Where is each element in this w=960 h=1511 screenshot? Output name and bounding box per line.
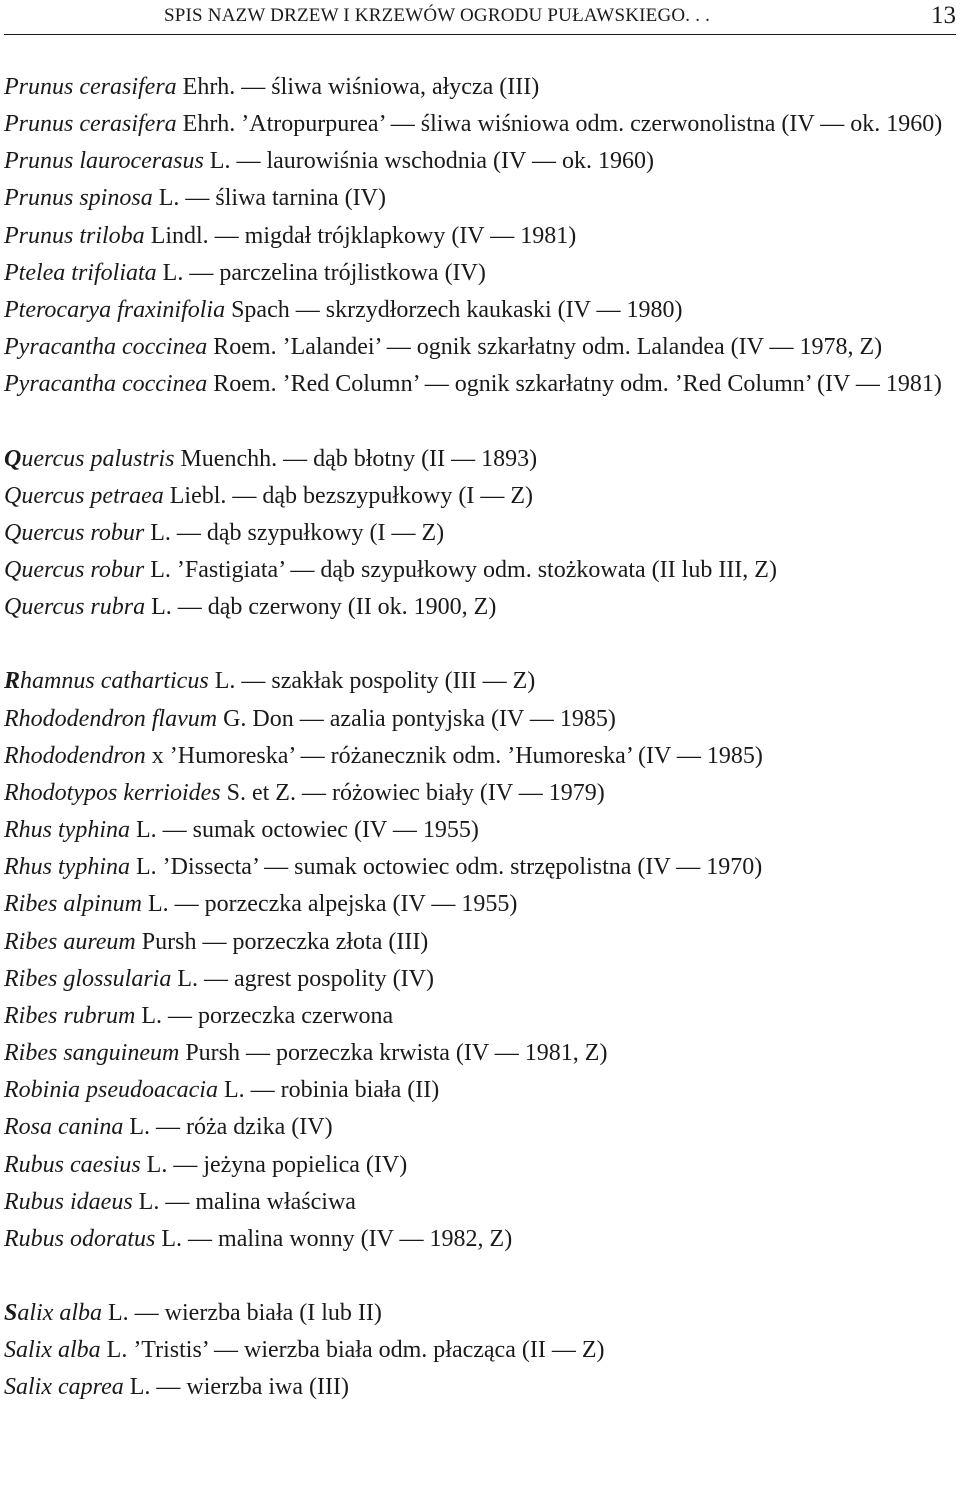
latin-name-text: Ribes sanguineum — [4, 1040, 180, 1067]
list-item — [4, 663, 956, 700]
latin-name-text: Quercus rubra — [4, 594, 146, 621]
latin-name-text: Rubus caesius — [4, 1151, 141, 1178]
latin-name-text: Quercus robur — [4, 519, 145, 546]
entry-description: L. ’Tristis’ — wierzba biała odm. płacząca (II — Z) — [100, 1337, 605, 1364]
list-item — [4, 441, 956, 478]
latin-name-text: Quercus robur — [4, 557, 145, 584]
entry-description: L. — malina wonny (IV — 1982, Z) — [155, 1225, 513, 1252]
latin-name-text: Ribes aureum — [4, 928, 136, 955]
entry-description: Liebl. — dąb bezszypułkowy (I — Z) — [163, 482, 533, 509]
latin-name-text: Pyracantha coccinea — [4, 371, 208, 398]
latin-name-text: Prunus triloba — [4, 222, 145, 249]
list-item — [4, 106, 956, 143]
header-rule — [4, 34, 956, 35]
entry-description: L. — śliwa tarnina (IV) — [152, 185, 386, 212]
entry-description: Spach — skrzydłorzech kaukaski (IV — 1980) — [225, 296, 683, 323]
latin-name-text: Rosa canina — [4, 1114, 124, 1141]
latin-name-text: Rhodotypos kerrioides — [4, 779, 221, 806]
entry-description: L. — porzeczka alpejska (IV — 1955) — [142, 891, 518, 918]
latin-name — [4, 743, 146, 769]
latin-name — [4, 1337, 101, 1363]
entry-description: L. — wierzba iwa (III) — [123, 1374, 349, 1401]
list-item — [4, 1332, 956, 1369]
entry-description: x ’Humoreska’ — różanecznik odm. ’Humoreska’ (IV — 1985) — [145, 742, 763, 769]
section-initial: S — [4, 1300, 18, 1327]
latin-name-text: Ribes alpinum — [4, 891, 142, 918]
list-item — [4, 218, 956, 255]
running-header — [0, 0, 960, 34]
latin-name-text: Ribes rubrum — [4, 1002, 136, 1029]
entry-description: Pursh — porzeczka krwista (IV — 1981, Z) — [179, 1040, 608, 1067]
latin-name — [4, 148, 204, 174]
list-item — [4, 886, 956, 923]
latin-name-text: Prunus spinosa — [4, 185, 153, 212]
latin-name — [4, 111, 177, 137]
list-item — [4, 69, 956, 106]
latin-name — [4, 706, 217, 732]
latin-name — [4, 557, 144, 583]
list-item — [4, 924, 956, 961]
latin-name-text: Prunus cerasifera — [4, 111, 177, 138]
list-item — [4, 998, 956, 1035]
latin-name-text: Rhus typhina — [4, 817, 130, 844]
latin-name — [4, 1189, 133, 1215]
entry-description: L. — dąb czerwony (II ok. 1900, Z) — [145, 594, 497, 621]
entry-description: Lindl. — migdał trójklapkowy (IV — 1981) — [144, 222, 577, 249]
list-item — [4, 849, 956, 886]
latin-name — [4, 297, 225, 323]
entry-description: Ehrh. ’Atropurpurea’ — śliwa wiśniowa odm. czerwonolistna (IV — ok. 1960) — [176, 111, 943, 138]
list-item — [4, 1184, 956, 1221]
entry-description: Pursh — porzeczka złota (III) — [135, 928, 429, 955]
list-item — [4, 143, 956, 180]
latin-name-text: Rubus idaeus — [4, 1188, 133, 1215]
entry-description: L. — sumak octowiec (IV — 1955) — [130, 817, 479, 844]
latin-name-text: uercus palustris — [21, 445, 175, 472]
entry-description: L. — dąb szypułkowy (I — Z) — [144, 519, 445, 546]
latin-name — [4, 929, 136, 955]
list-item — [4, 738, 956, 775]
latin-name — [4, 1374, 124, 1400]
entry-description: L. ’Dissecta’ — sumak octowiec odm. strzępolistna (IV — 1970) — [130, 854, 763, 881]
latin-name-text: Rubus odoratus — [4, 1225, 156, 1252]
list-item — [4, 552, 956, 589]
latin-name-text: Salix caprea — [4, 1374, 124, 1401]
list-item — [4, 1369, 956, 1406]
list-item — [4, 478, 956, 515]
entry-description: Roem. ’Lalandei’ — ognik szkarłatny odm. Lalandea (IV — 1978, Z) — [207, 334, 883, 361]
section-initial: R — [4, 668, 21, 695]
list-item — [4, 701, 956, 738]
entry-description: L. — agrest pospolity (IV) — [171, 965, 434, 992]
latin-name-text: Robinia pseudoacacia — [4, 1077, 218, 1104]
list-item — [4, 1072, 956, 1109]
species-list — [4, 69, 956, 1407]
latin-name — [4, 966, 171, 992]
entry-description: L. — róża dzika (IV) — [123, 1114, 333, 1141]
list-item — [4, 1221, 956, 1258]
latin-name — [4, 1040, 179, 1066]
entry-description: G. Don — azalia pontyjska (IV — 1985) — [217, 705, 616, 732]
latin-name — [4, 334, 207, 360]
latin-name-text: Ribes glossularia — [4, 965, 172, 992]
running-title: SPIS NAZW DRZEW I KRZEWÓW OGRODU PUŁAWSKIEGO. . . — [164, 5, 711, 26]
list-item — [4, 1147, 956, 1184]
latin-name-text: Prunus cerasifera — [4, 74, 177, 100]
list-item — [4, 775, 956, 812]
section-initial: Q — [4, 445, 22, 472]
latin-name-text: Pyracantha coccinea — [4, 334, 208, 361]
entry-description: L. — robinia biała (II) — [217, 1077, 440, 1104]
entry-description: L. — porzeczka czerwona — [135, 1002, 394, 1029]
entry-description: L. — malina właściwa — [132, 1188, 356, 1215]
latin-name — [4, 520, 144, 546]
latin-name — [4, 371, 207, 397]
list-item — [4, 812, 956, 849]
list-item — [4, 1035, 956, 1072]
latin-name-text: hamnus catharticus — [20, 668, 209, 695]
entry-description: Muenchh. — dąb błotny (II — 1893) — [174, 445, 538, 472]
latin-name — [4, 223, 145, 249]
entry-description: L. — wierzba biała (I lub II) — [102, 1300, 382, 1327]
list-item — [4, 961, 956, 998]
page-number: 13 — [931, 2, 956, 29]
latin-name-text: Rhododendron — [4, 742, 146, 769]
latin-name — [4, 483, 164, 509]
latin-name — [4, 260, 157, 286]
latin-name-text: alix alba — [17, 1300, 103, 1327]
entry-description: L. — szakłak pospolity (III — Z) — [208, 668, 536, 695]
latin-name — [4, 1077, 218, 1103]
entry-description: L. ’Fastigiata’ — dąb szypułkowy odm. stożkowata (II lub III, Z) — [144, 557, 777, 584]
list-item — [4, 1109, 956, 1146]
entry-description: L. — laurowiśnia wschodnia (IV — ok. 1960) — [203, 148, 654, 175]
latin-name — [4, 594, 145, 620]
latin-name-text: Quercus petraea — [4, 482, 164, 509]
list-item — [4, 366, 956, 403]
latin-name — [4, 1226, 155, 1252]
latin-name-text: Rhododendron flavum — [4, 705, 218, 732]
entry-description: Roem. ’Red Column’ — ognik szkarłatny odm. ’Red Column’ (IV — 1981) — [207, 371, 942, 398]
list-item — [4, 329, 956, 366]
latin-name-text: Prunus laurocerasus — [4, 148, 204, 175]
latin-name — [4, 74, 177, 100]
latin-name-text: Ptelea trifoliata — [4, 259, 157, 286]
list-item — [4, 255, 956, 292]
latin-name-text: Pterocarya fraxinifolia — [4, 296, 226, 323]
latin-name — [4, 891, 142, 917]
latin-name — [4, 854, 130, 880]
latin-name — [4, 817, 130, 843]
latin-name — [4, 668, 209, 694]
list-item — [4, 515, 956, 552]
entry-description: L. — jeżyna popielica (IV) — [140, 1151, 408, 1178]
latin-name — [4, 1114, 123, 1140]
list-item — [4, 180, 956, 217]
entry-description: L. — parczelina trójlistkowa (IV) — [156, 259, 486, 286]
latin-name — [4, 446, 174, 472]
latin-name — [4, 1300, 102, 1326]
entry-description: Ehrh. — śliwa wiśniowa, ałycza (III) — [176, 74, 540, 100]
latin-name — [4, 1003, 135, 1029]
latin-name-text: Rhus typhina — [4, 854, 130, 881]
latin-name — [4, 185, 153, 211]
entry-description: S. et Z. — różowiec biały (IV — 1979) — [220, 779, 605, 806]
list-item — [4, 589, 956, 626]
list-item — [4, 1295, 956, 1332]
list-item — [4, 292, 956, 329]
latin-name-text: Salix alba — [4, 1337, 101, 1364]
latin-name — [4, 1152, 141, 1178]
latin-name — [4, 780, 221, 806]
